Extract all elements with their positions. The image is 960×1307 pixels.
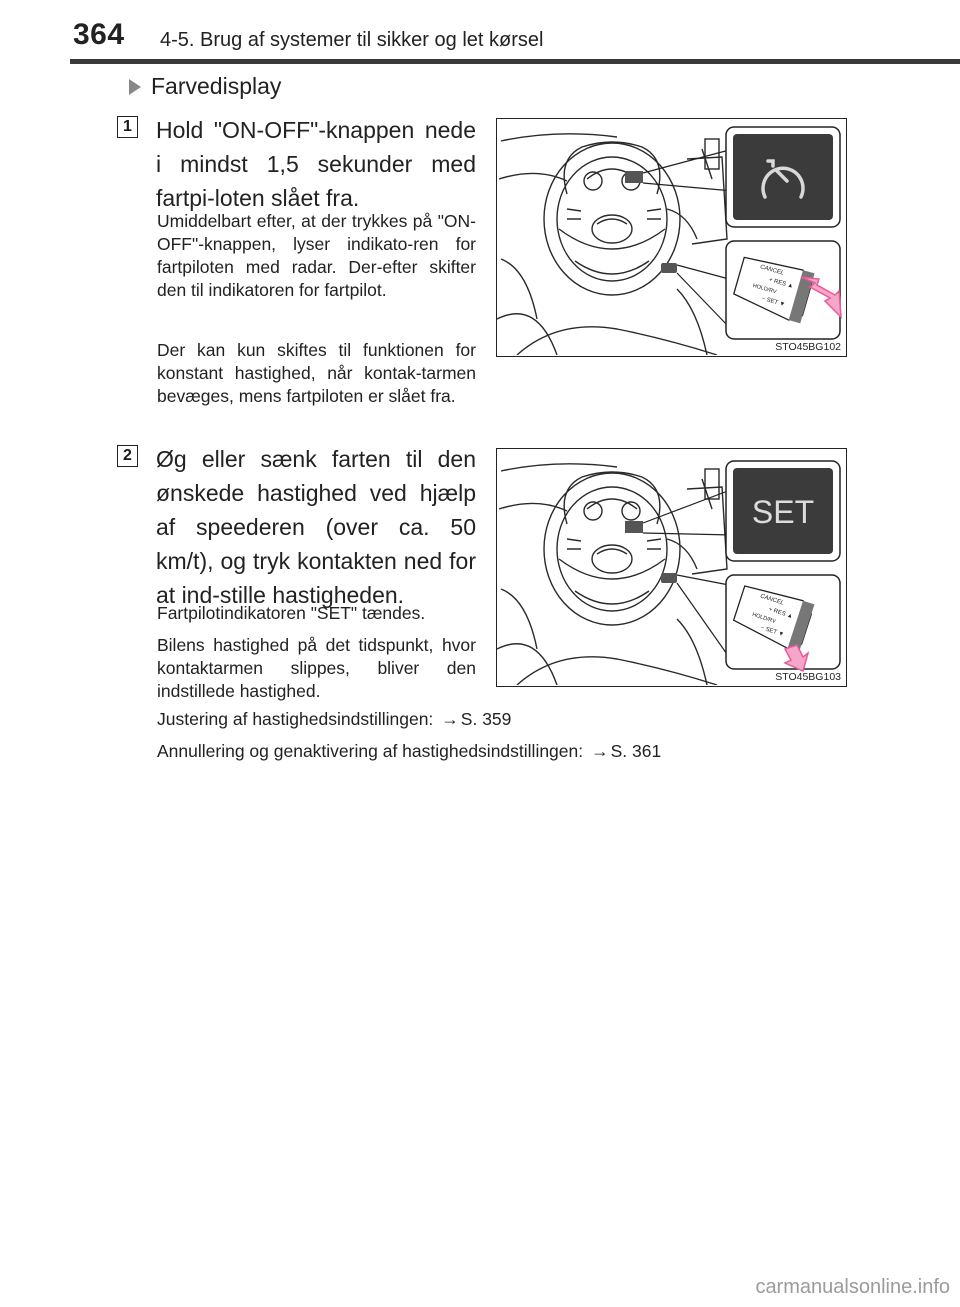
cross-reference-link[interactable]: S. 359 [460,709,512,729]
step-note: Der kan kun skiftes til funktionen for konstant hastighed, når kontak-tarmen bevæges, mens fartpiloten er slået fra. [157,340,476,406]
svg-text:+ RES ▲: + RES ▲ [768,277,794,290]
steering-wheel-illustration [497,119,845,355]
arrow-right-icon: → [591,741,609,761]
svg-text:+ RES ▲: + RES ▲ [767,606,794,621]
cross-reference [157,709,511,730]
svg-text:− SET ▼: − SET ▼ [760,295,786,309]
step-note: Umiddelbart efter, at der trykkes på "ON-OFF"-knappen, lyser indikato-ren for fartpiloten med radar. Der-efter skifter den til indikatoren for fartpilot. [157,211,476,300]
display-heading-label: Farvedisplay [151,73,282,99]
figure-code: STO45BG103 [775,671,841,683]
svg-text:HOLD/RV: HOLD/RV [751,611,777,626]
bullet-triangle-icon [129,79,141,95]
step-note: Fartpilotindikatoren "SET" tændes. [157,603,426,623]
step-instruction: Øg eller sænk farten til den ønskede hastighed ved hjælp af speederen (over ca. 50 km/t), og tryk kontakten ned for at ind-stille hastigheden. [156,446,476,608]
step-number-badge: 1 [117,116,138,138]
cross-reference-label: Justering af hastighedsindstillingen: [157,709,434,729]
step-instruction: Hold "ON-OFF"-knappen nede i mindst 1,5 sekunder med fartpi-loten slået fra. [156,117,476,211]
set-indicator-text: SET [751,494,815,530]
cross-reference [157,741,661,762]
arrow-right-icon: → [441,709,459,729]
section-title: 4-5. Brug af systemer til sikker og let kørsel [160,29,544,51]
figure-code: STO45BG102 [775,341,841,353]
step-note: Bilens hastighed på det tidspunkt, hvor kontaktarmen slippes, bliver den indstillede hastighed. [157,635,476,701]
cross-reference-link[interactable]: S. 361 [610,741,662,761]
figure-on-off-button [496,118,847,357]
footer-watermark: carmanualsonline.info [755,1276,950,1298]
svg-text:− SET ▼: − SET ▼ [759,625,785,639]
svg-text:CANCEL: CANCEL [759,264,785,277]
svg-text:HOLD/RV: HOLD/RV [751,282,777,296]
steering-wheel-illustration [497,449,845,685]
svg-text:CANCEL: CANCEL [759,593,785,607]
header-divider [70,59,960,64]
display-heading [129,73,281,100]
figure-set-indicator [496,448,847,687]
cross-reference-label: Annullering og genaktivering af hastighedsindstillingen: [157,741,584,761]
page-number: 364 [73,18,125,51]
step-number-badge: 2 [117,445,138,467]
